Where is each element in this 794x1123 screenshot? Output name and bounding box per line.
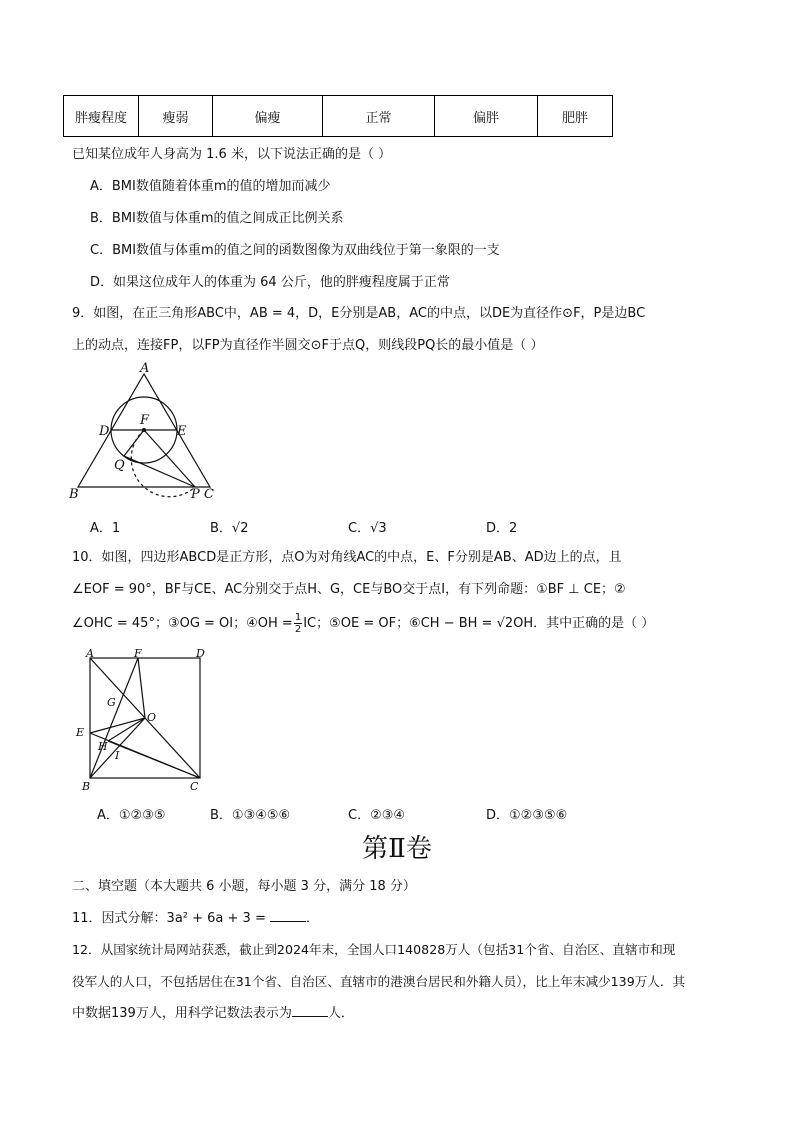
q9-option-a: A．1 <box>90 521 121 536</box>
section-heading: 二、填空题（本大题共 6 小题，每小题 3 分，满分 18 分） <box>72 879 416 894</box>
q10-option-a: A．①②③⑤ <box>97 808 166 823</box>
table-row <box>64 96 613 137</box>
label-a: A <box>140 361 150 376</box>
table-cell: 肥胖 <box>538 96 613 137</box>
label-h: H <box>98 740 108 753</box>
q9-line-2: 上的动点，连接FP，以FP为直径作半圆交⊙F于点Q，则线段PQ长的最小值是（ ） <box>72 338 544 353</box>
q10-line-3-part-a: ∠OHC = 45°；③OG = OI；④OH = <box>72 616 293 631</box>
q12-line-2: 役军人的人口，不包括居住在31个省、自治区、直辖市的港澳台居民和外籍人员），比上年末减少139万人．其 <box>72 974 686 989</box>
q10-line-2: ∠EOF = 90°，BF与CE、AC分别交于点H、G，CE与BO交于点I，有下列命题：①BF ⊥ CE；② <box>72 582 626 597</box>
q12-line-3 <box>72 1004 354 1023</box>
label-a: A <box>86 648 94 660</box>
q10-line-3 <box>72 612 654 635</box>
segment-fq <box>124 430 144 456</box>
q8-stem: 已知某位成年人身高为 1.6 米，以下说法正确的是（ ） <box>72 147 392 162</box>
segment-qp <box>124 456 195 487</box>
q9-option-c: C．√3 <box>348 521 387 536</box>
q8-option-a: A．BMI数值随着体重m的值的增加而减少 <box>90 179 331 194</box>
table-cell: 偏胖 <box>435 96 538 137</box>
label-c: C <box>190 780 199 793</box>
label-f: F <box>134 648 142 660</box>
label-g: G <box>107 696 116 709</box>
table-cell: 瘦弱 <box>139 96 213 137</box>
fraction-denominator: 2 <box>294 624 302 635</box>
q9-option-b: B．√2 <box>210 521 249 536</box>
label-e: E <box>177 424 187 439</box>
q8-option-d: D．如果这位成年人的体重为 64 公斤，他的胖瘦程度属于正常 <box>90 275 450 290</box>
label-d: D <box>196 648 205 660</box>
answer-blank[interactable] <box>270 909 306 922</box>
label-i: I <box>115 749 120 762</box>
q10-figure <box>70 648 210 793</box>
label-o: O <box>147 711 157 724</box>
q11-suffix: ． <box>305 911 319 926</box>
q8-option-c: C．BMI数值与体重m的值之间的函数图像为双曲线位于第一象限的一支 <box>90 243 500 258</box>
table-cell: 胖瘦程度 <box>64 96 139 137</box>
bmi-table <box>63 95 613 137</box>
label-d: D <box>99 424 110 439</box>
label-c: C <box>204 487 214 502</box>
point-f <box>142 428 146 432</box>
answer-blank[interactable] <box>292 1004 328 1017</box>
q9-figure <box>64 360 224 505</box>
q12-suffix: 人． <box>327 1006 354 1021</box>
label-q: Q <box>114 458 125 473</box>
q11-prefix: 11．因式分解：3a² + 6a + 3 = <box>72 911 266 926</box>
segment-oe <box>90 718 145 733</box>
segment-bf <box>90 658 138 778</box>
q9-line-1: 9．如图，在正三角形ABC中，AB = 4，D，E分别是AB，AC的中点，以DE为直径作⊙F，P是边BC <box>72 306 646 321</box>
label-e: E <box>76 726 85 739</box>
q12-prefix: 中数据139万人，用科学记数法表示为 <box>72 1006 292 1021</box>
fraction-numerator: 1 <box>294 612 302 623</box>
q11-line <box>72 909 319 928</box>
q10-option-d: D．①②③⑤⑥ <box>486 808 568 823</box>
q9-option-d: D．2 <box>486 521 518 536</box>
segment-hc <box>108 741 200 778</box>
label-b: B <box>82 780 91 793</box>
table-cell: 偏瘦 <box>213 96 323 137</box>
q12-line-1: 12．从国家统计局网站获悉，截止到2024年末，全国人口140828万人（包括31个省、自治区、直辖市和现 <box>72 942 676 957</box>
q10-option-c: C．②③④ <box>348 808 406 823</box>
segment-of <box>138 658 145 718</box>
label-b: B <box>69 487 79 502</box>
label-f: F <box>140 413 150 428</box>
section-title: 第Ⅱ卷 <box>362 834 432 864</box>
q10-line-1: 10．如图，四边形ABCD是正方形，点O为对角线AC的中点，E、F分别是AB、AD边上的点，且 <box>72 550 622 565</box>
q10-line-3-part-b: IC；⑤OE = OF；⑥CH − BH = √2OH．其中正确的是（ ） <box>303 616 655 631</box>
table-cell: 正常 <box>323 96 435 137</box>
q8-option-b: B．BMI数值与体重m的值之间成正比例关系 <box>90 211 344 226</box>
q10-option-b: B．①③④⑤⑥ <box>210 808 291 823</box>
label-p: P <box>191 487 200 502</box>
segment-fp <box>144 430 195 487</box>
fraction-one-half <box>294 612 302 635</box>
